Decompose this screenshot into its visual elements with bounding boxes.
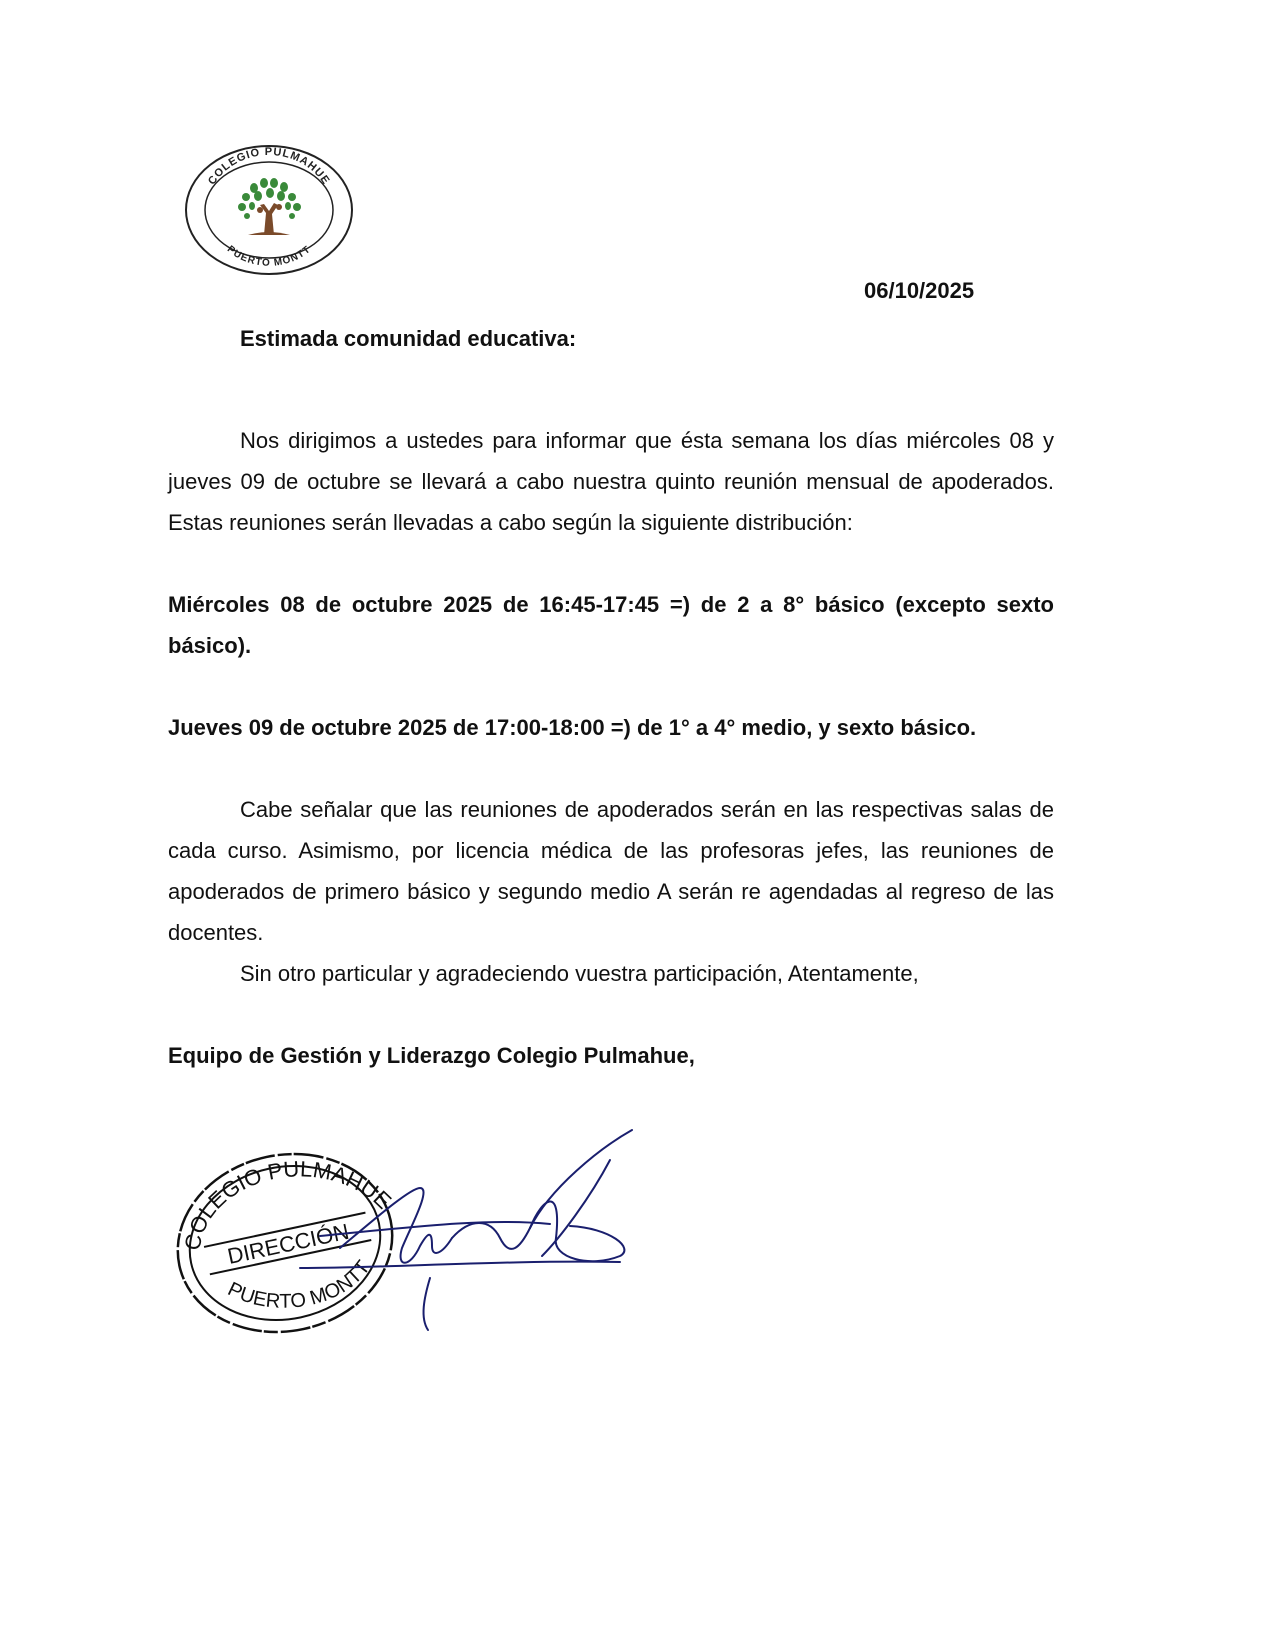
tree-icon: [238, 178, 301, 235]
schedule-thursday: Jueves 09 de octubre 2025 de 17:00-18:00 =) de 1° a 4° medio, y sexto básico.: [168, 715, 977, 740]
stamp-text-top: COLEGIO PULMAHUE: [179, 1156, 397, 1253]
signature: [300, 1130, 632, 1330]
signoff: Equipo de Gestión y Liderazgo Colegio Pulmahue,: [168, 1043, 695, 1068]
svg-text:COLEGIO PULMAHUE: [206, 146, 332, 187]
stamp-text-bottom: PUERTO MONTT: [224, 1256, 375, 1313]
logo-text-top: COLEGIO PULMAHUE: [205, 145, 333, 188]
letter-date: 06/10/2025: [864, 278, 975, 303]
schedule-wednesday: Miércoles 08 de octubre 2025 de 16:45-17:45 =) de 2 a 8° básico (excepto sexto básico).: [168, 592, 1054, 658]
intro-paragraph: Nos dirigimos a ustedes para informar que ésta semana los días miércoles 08 y jueves 09 de octubre se llevará a cabo nuestra quinto reunión mensual de apoderados. Estas reuniones serán llevadas a cabo según la siguiente distribución:: [168, 428, 1054, 535]
svg-text:PUERTO MONTT: [225, 244, 313, 269]
stamp-text-middle: DIRECCIÓN: [225, 1218, 352, 1269]
school-logo: [184, 143, 354, 278]
note-paragraph: Cabe señalar que las reuniones de apoderados serán en las respectivas salas de cada curso. Asimismo, por licencia médica de las profesoras jefes, las reuniones de apoderados de primero básico y segundo medio A serán re agendadas al regreso de las docentes.: [168, 797, 1054, 945]
closing-paragraph: Sin otro particular y agradeciendo vuestra participación, Atentamente,: [240, 961, 919, 986]
direction-stamp-and-signature: [170, 1128, 650, 1340]
logo-text-bottom: PUERTO MONTT: [224, 243, 314, 269]
letter-greeting: Estimada comunidad educativa:: [240, 326, 577, 351]
